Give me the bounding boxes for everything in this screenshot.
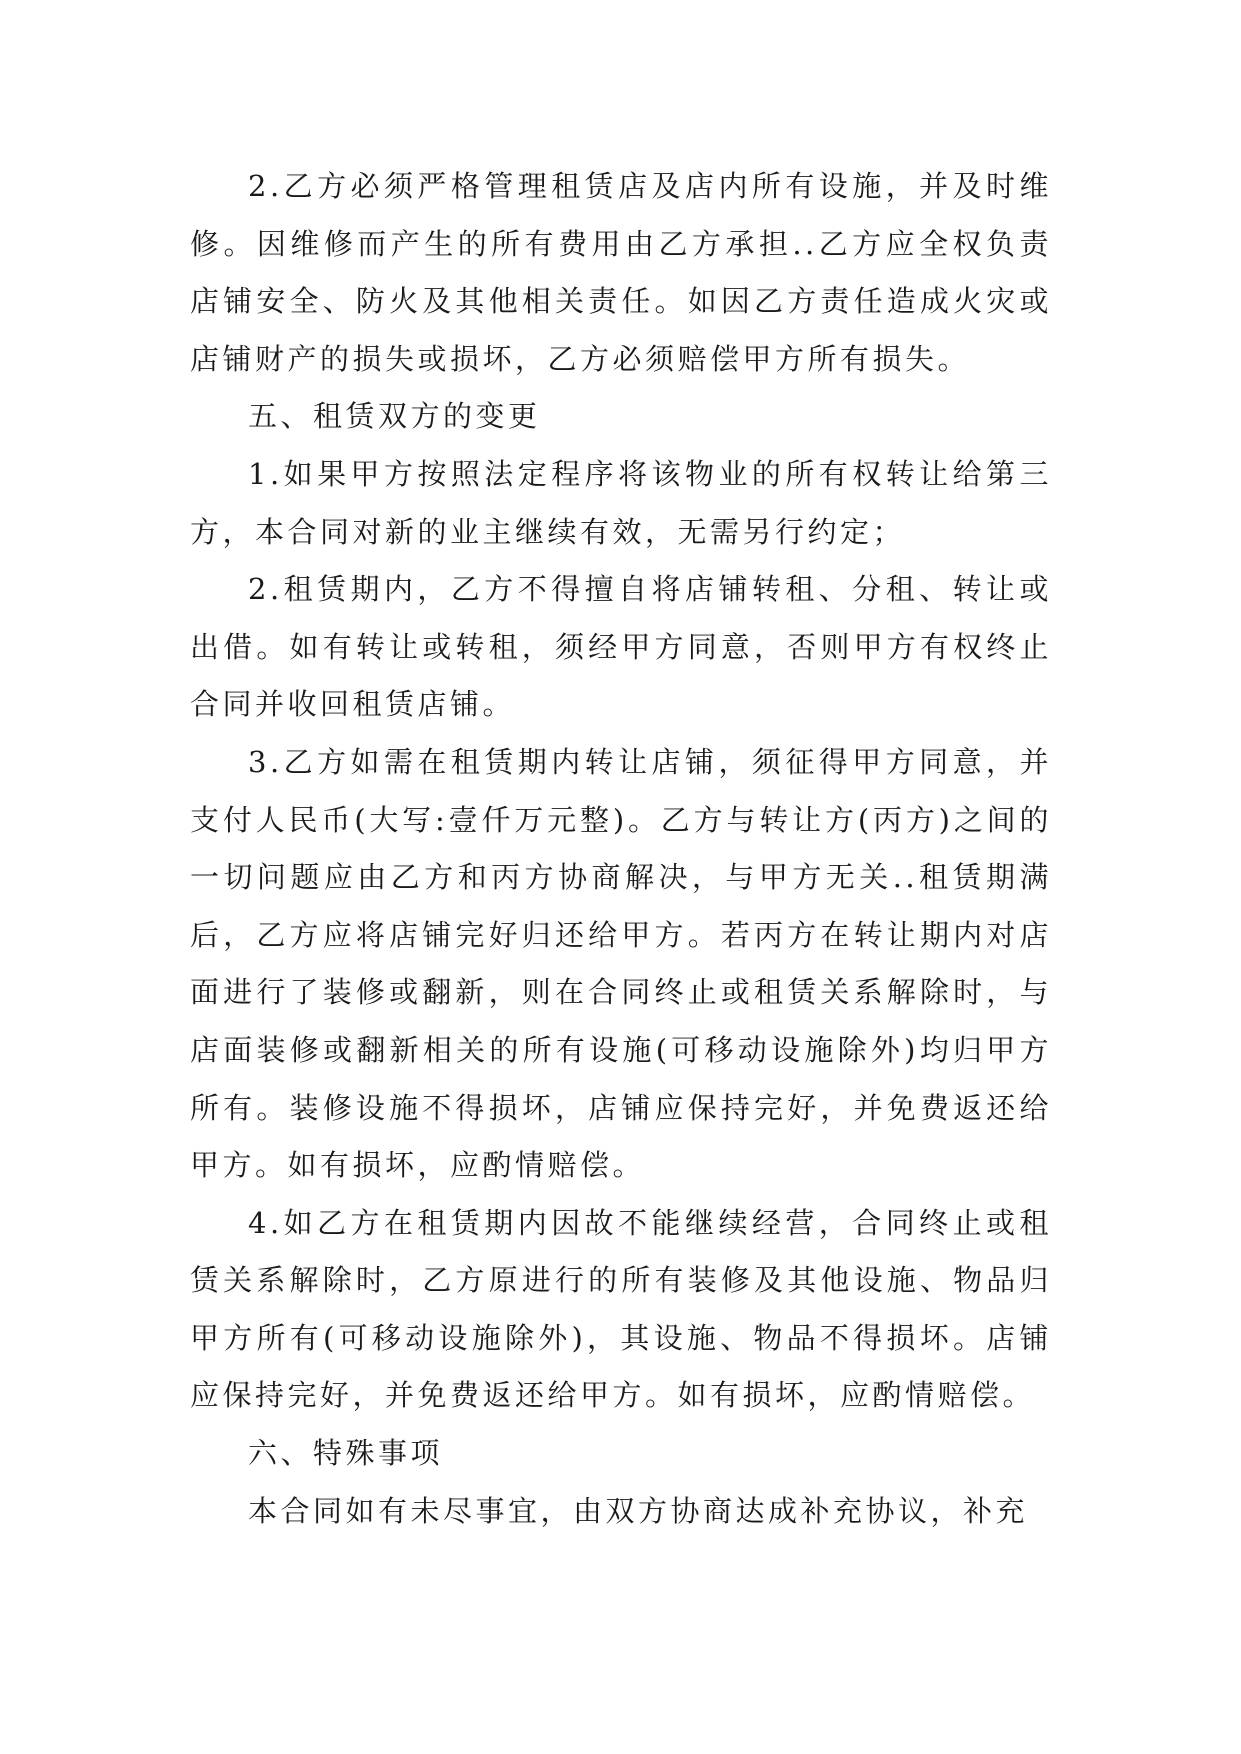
clause-5-3: 3.乙方如需在租赁期内转让店铺，须征得甲方同意，并支付人民币(大写:壹仟万元整)。乙方与转让方(丙方)之间的一切问题应由乙方和丙方协商解决，与甲方无关..租赁期满后，乙方应将店铺完好归还给甲方。若丙方在转让期内对店面进行了装修或翻新，则在合同终止或租赁关系解除时，与店面装修或翻新相关的所有设施(可移动设施除外)均归甲方所有。装修设施不得损坏，店铺应保持完好，并免费返还给甲方。如有损坏，应酌情赔偿。	[190, 744, 1052, 1183]
section-heading-5: 五、租赁双方的变更	[248, 399, 541, 434]
section-heading-6: 六、特殊事项	[248, 1436, 444, 1471]
clause-5-1: 1.如果甲方按照法定程序将该物业的所有权转让给第三方，本合同对新的业主继续有效，无需另行约定；	[190, 456, 1052, 549]
document-body	[190, 158, 1052, 1540]
clause-6-text: 本合同如有未尽事宜，由双方协商达成补充协议，补充	[248, 1493, 1029, 1528]
clause-5-2: 2.租赁期内，乙方不得擅自将店铺转租、分租、转让或出借。如有转让或转租，须经甲方同意，否则甲方有权终止合同并收回租赁店铺。	[190, 572, 1052, 722]
clause-5-4: 4.如乙方在租赁期内因故不能继续经营，合同终止或租赁关系解除时，乙方原进行的所有装修及其他设施、物品归甲方所有(可移动设施除外)，其设施、物品不得损坏。店铺应保持完好，并免费返还给甲方。如有损坏，应酌情赔偿。	[190, 1205, 1052, 1413]
clause-2-maintenance: 2.乙方必须严格管理租赁店及店内所有设施，并及时维修。因维修而产生的所有费用由乙方承担..乙方应全权负责店铺安全、防火及其他相关责任。如因乙方责任造成火灾或店铺财产的损失或损坏，乙方必须赔偿甲方所有损失。	[190, 169, 1052, 376]
